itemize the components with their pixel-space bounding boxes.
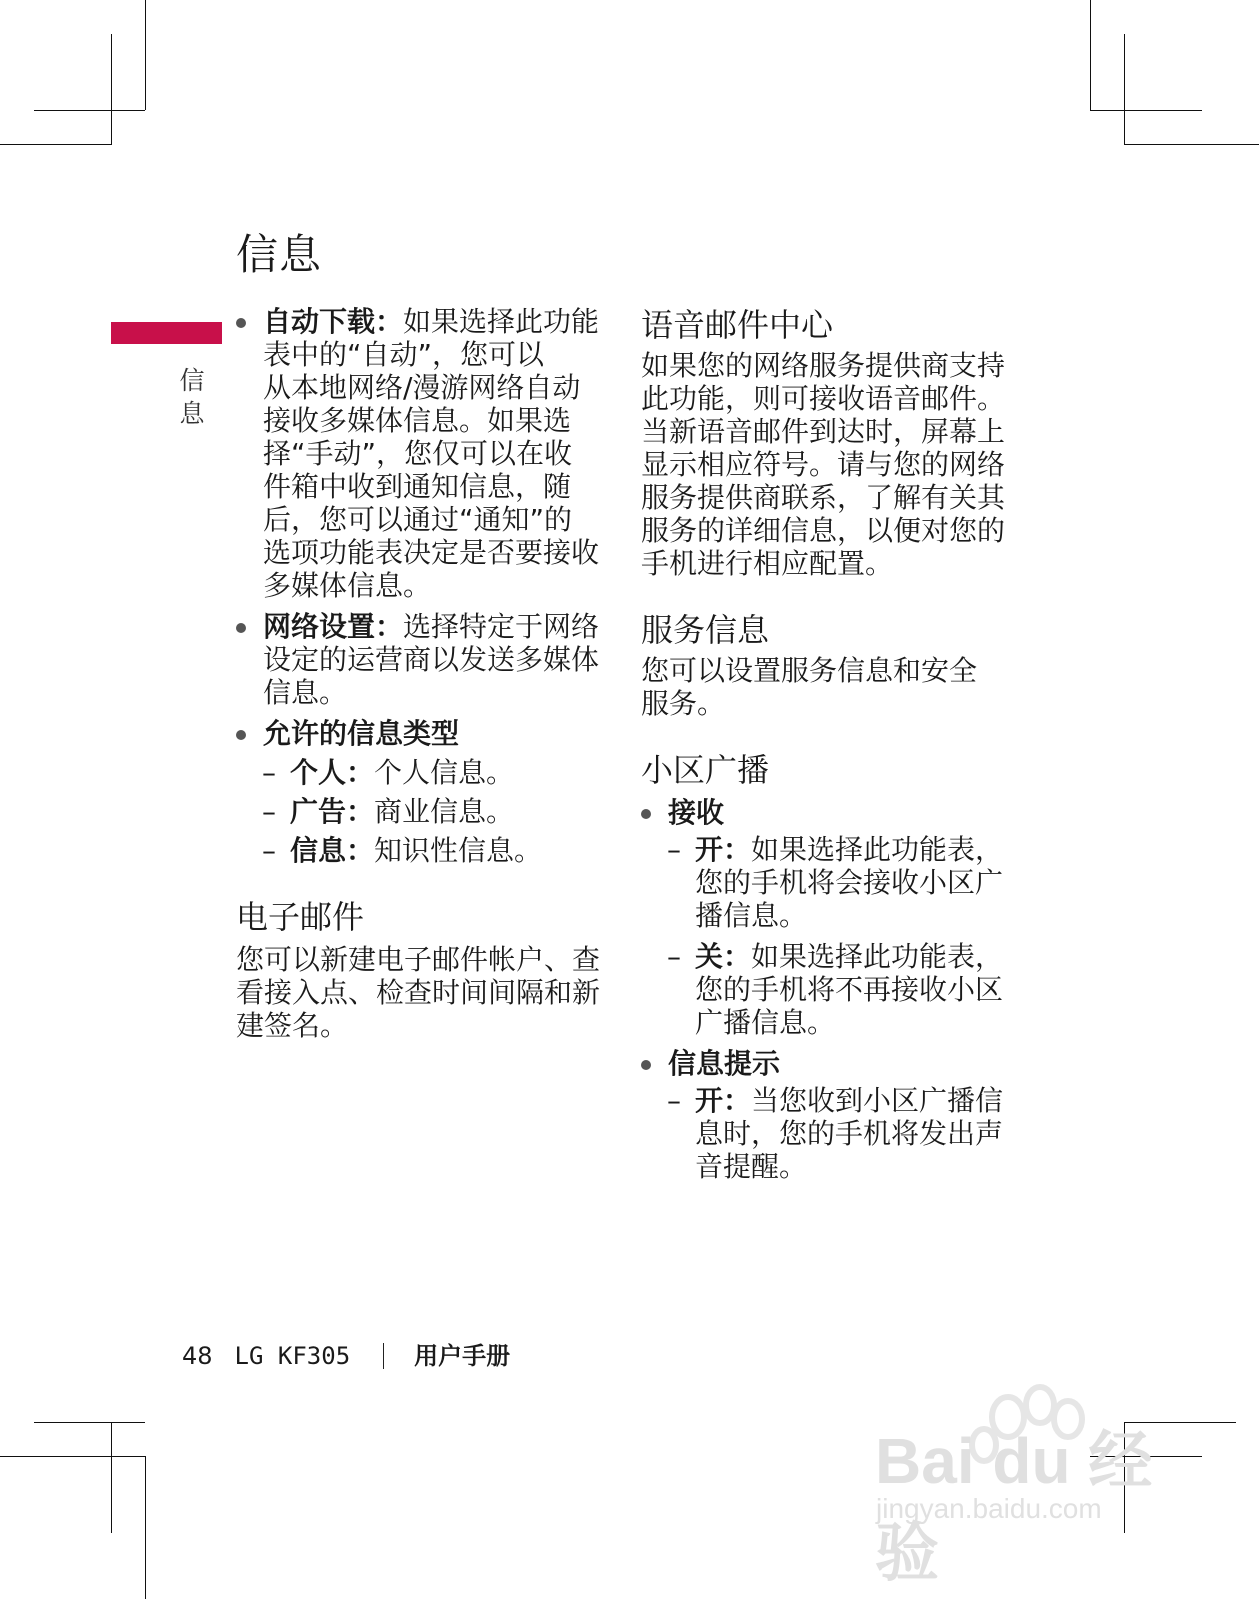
right-column xyxy=(641,305,1011,1183)
bullet-icon xyxy=(236,623,246,633)
item-term: 网络设置： xyxy=(263,610,404,643)
voicemail-heading: 语音邮件中心 xyxy=(641,306,834,344)
dash-icon: – xyxy=(262,834,276,867)
email-heading: 电子邮件 xyxy=(236,898,365,936)
bullet-icon xyxy=(641,809,651,819)
cell-broadcast-heading: 小区广播 xyxy=(641,751,770,789)
list-item-network-settings: 网络设置：选择特定于网络 设定的运营商以发送多媒体 信息。 xyxy=(236,610,606,709)
manual-title: 用户手册 xyxy=(414,1342,511,1370)
service-info-heading: 服务信息 xyxy=(641,611,770,649)
model-name: LG KF305 xyxy=(234,1342,351,1370)
left-column xyxy=(236,305,606,1042)
sub-item-alert-on: – 开：当您收到小区广播信 息时，您的手机将发出声 音提醒。 xyxy=(667,1084,1004,1183)
dash-icon: – xyxy=(262,795,276,828)
sub-item-personal: – 个人：个人信息。 xyxy=(262,756,515,789)
dash-icon: – xyxy=(667,1084,681,1117)
page-footer xyxy=(182,1340,510,1372)
voicemail-paragraph: 如果您的网络服务提供商支持 此功能，则可接收语音邮件。 当新语音邮件到达时，屏幕上 显示相应符号。请与您的网络 服务提供商联系，了解有关其 服务的详细信息，以便对您的 手机进行相应配置。 xyxy=(641,349,1006,580)
list-item-alert: 信息提示 xyxy=(641,1047,1011,1080)
sub-item-advertisement: – 广告：商业信息。 xyxy=(262,795,515,828)
page-title: 信息 xyxy=(236,230,323,279)
dash-icon: – xyxy=(667,833,681,866)
item-term: 自动下载： xyxy=(263,305,404,338)
email-paragraph: 您可以新建电子邮件帐户、查 看接入点、检查时间间隔和新 建签名。 xyxy=(236,943,601,1042)
list-item-allowed-types xyxy=(236,717,606,750)
service-info-paragraph: 您可以设置服务信息和安全 服务。 xyxy=(641,654,978,720)
sub-item-information: – 信息：知识性信息。 xyxy=(262,834,543,867)
bullet-icon xyxy=(641,1060,651,1070)
bullet-icon xyxy=(236,318,246,328)
section-tab-bar xyxy=(111,322,222,344)
sub-item-receive-on: – 开：如果选择此功能表， 您的手机将会接收小区广 播信息。 xyxy=(667,833,1004,932)
watermark-url: jingyan.baidu.com xyxy=(876,1493,1102,1524)
dash-icon: – xyxy=(262,756,276,789)
list-item-receive: 接收 xyxy=(641,796,1011,829)
watermark-logo-text: Bai du 经验 xyxy=(875,1425,1153,1589)
section-tab-label: 信 息 xyxy=(179,366,205,428)
footer-divider xyxy=(383,1343,384,1369)
sub-item-receive-off: – 关：如果选择此功能表， 您的手机将不再接收小区 广播信息。 xyxy=(667,940,1004,1039)
baidu-watermark xyxy=(870,1375,1170,1589)
bullet-icon xyxy=(236,730,246,740)
dash-icon: – xyxy=(667,940,681,973)
page-number: 48 xyxy=(182,1342,213,1370)
list-item-auto-download: 自动下载：如果选择此功能 表中的“自动”，您可以 从本地网络/漫游网络自动 接收多媒体信息。如果选 择“手动”，您仅可以在收 件箱中收到通知信息，随 后，您可以通过“通知”的 选项功能表决定是否要接收 多媒体信息。 xyxy=(236,305,606,602)
item-term: 允许的信息类型 xyxy=(263,717,460,750)
